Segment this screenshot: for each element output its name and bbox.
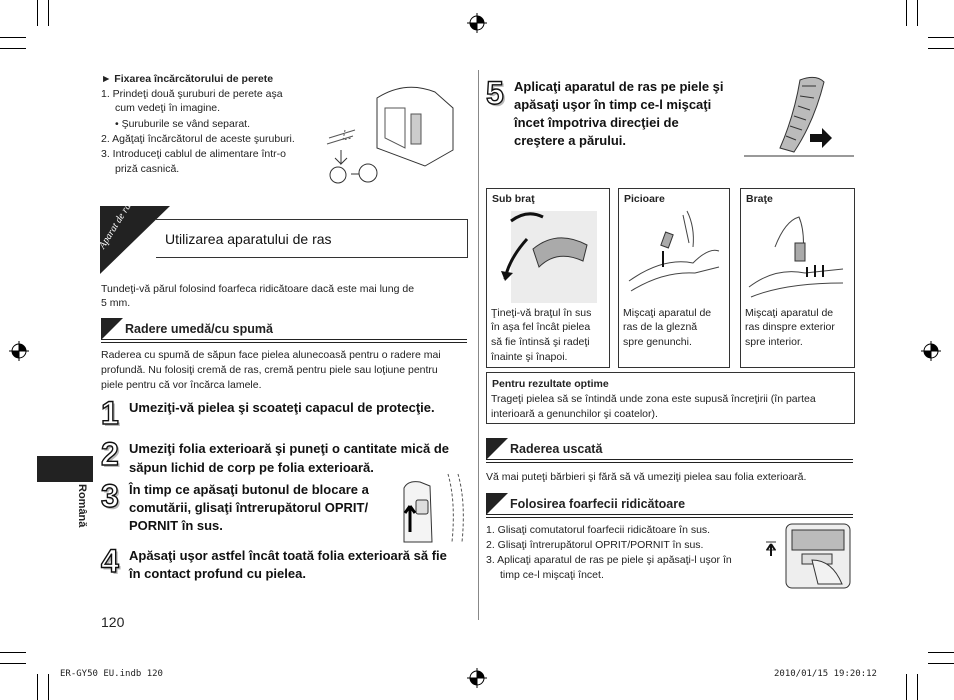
legs-illustration xyxy=(623,207,725,303)
wall-charger-illustration xyxy=(315,78,465,190)
area-text: să fie întinsă şi radeţi xyxy=(491,336,590,348)
step-text: În timp ce apăsaţi butonul de blocare a xyxy=(129,482,369,497)
footer-timestamp: 2010/01/15 19:20:12 xyxy=(774,669,877,679)
area-title: Sub braţ xyxy=(492,193,535,205)
best-results-text: Trageţi pielea să se întindă unde zona este supusă încreţirii (în partea xyxy=(491,393,816,405)
section-title: Utilizarea aparatului de ras xyxy=(165,231,332,247)
mount-line: 1. Prindeţi două şuruburi de perete aşa xyxy=(101,88,283,100)
registration-target-icon xyxy=(921,341,941,361)
area-text: în aşa fel încât pielea xyxy=(491,321,591,333)
dry-shave-title: Raderea uscată xyxy=(510,442,603,456)
step-text: Umeziţi folia exterioară şi puneţi o cantitate mică de xyxy=(129,441,450,456)
area-box-legs xyxy=(618,188,730,368)
wet-text-line: piele pentru că vor încărca lamele. xyxy=(101,379,262,391)
trimmer-illustration xyxy=(762,520,854,592)
area-text: ras de la gleznă xyxy=(623,321,698,333)
step-text: Aplicaţi aparatul de ras pe piele şi xyxy=(514,79,724,94)
area-text: înainte şi înapoi. xyxy=(491,351,568,363)
mount-line: cum vedeţi în imagine. xyxy=(115,102,221,114)
step-number: 3 xyxy=(101,478,119,514)
area-box-underarm xyxy=(486,188,610,368)
step-text: în contact profund cu pielea. xyxy=(129,566,306,581)
column-divider xyxy=(478,70,479,620)
arms-illustration xyxy=(745,207,849,303)
language-tab-marker xyxy=(37,456,93,482)
crop-mark xyxy=(906,674,907,700)
best-results-text: interioară a genunchilor şi coatelor). xyxy=(491,408,658,420)
crop-mark xyxy=(48,0,49,26)
registration-target-icon xyxy=(467,13,487,33)
area-title: Braţe xyxy=(746,193,773,205)
switch-unlock-illustration xyxy=(400,472,468,544)
area-text: Ţineţi-vă braţul în sus xyxy=(491,307,592,319)
step-number: 1 xyxy=(101,395,119,431)
wet-shave-header xyxy=(101,318,467,340)
crop-mark xyxy=(906,0,907,26)
best-results-title: Pentru rezultate optime xyxy=(492,378,609,390)
area-title: Picioare xyxy=(624,193,665,205)
step-number: 2 xyxy=(101,436,119,472)
mount-line: • Şuruburile se vând separat. xyxy=(115,118,251,130)
crop-mark xyxy=(0,48,26,49)
step-text: Umeziţi-vă pielea şi scoateţi capacul de protecţie. xyxy=(129,400,435,415)
dry-text: Vă mai puteţi bărbieri şi fără să vă umeziţi pielea sau folia exterioară. xyxy=(486,471,807,483)
crop-mark xyxy=(917,0,918,26)
dry-shave-header xyxy=(486,438,853,460)
wet-text-line: profundă. Nu folosiţi cremă de ras, cremă pentru piele sau loţiune pentru xyxy=(101,364,438,376)
step-number: 5 xyxy=(486,75,504,111)
crop-mark xyxy=(37,674,38,700)
trimmer-step: 2. Glisaţi întrerupătorul OPRIT/PORNIT în sus. xyxy=(486,539,704,551)
crop-mark xyxy=(0,663,26,664)
best-results-box xyxy=(486,372,855,424)
area-box-arms xyxy=(740,188,855,368)
crop-mark xyxy=(917,674,918,700)
trimmer-title: Folosirea foarfecii ridicătoare xyxy=(510,497,686,511)
step-text: Apăsaţi uşor astfel încât toată folia exterioară să fie xyxy=(129,548,447,563)
shaver-against-skin-illustration xyxy=(744,72,854,160)
mount-line: 3. Introduceţi cablul de alimentare într-o xyxy=(101,148,287,160)
area-text: Mişcaţi aparatul de xyxy=(745,307,834,319)
step-text: încet împotriva direcţiei de xyxy=(514,115,679,130)
language-tab-label: Română xyxy=(76,484,88,528)
registration-target-icon xyxy=(9,341,29,361)
step-text: PORNIT în sus. xyxy=(129,518,223,533)
area-text: spre interior. xyxy=(745,336,803,348)
crop-mark xyxy=(928,652,954,653)
mount-line: 2. Agăţaţi încărcătorul de aceste şuruburi. xyxy=(101,133,295,145)
footer-file: ER-GY50 EU.indb 120 xyxy=(60,669,163,679)
step-text: săpun lichid de corp pe folia exterioară. xyxy=(129,460,374,475)
area-text: spre genunchi. xyxy=(623,336,692,348)
step-text: creştere a părului. xyxy=(514,133,626,148)
mount-line: priză casnică. xyxy=(115,163,180,175)
area-text: Mişcaţi aparatul de xyxy=(623,307,712,319)
crop-mark xyxy=(0,652,26,653)
underarm-illustration xyxy=(497,209,599,305)
crop-mark xyxy=(37,0,38,26)
mount-heading: ► Fixarea încărcătorului de perete xyxy=(101,73,274,85)
crop-mark xyxy=(48,674,49,700)
intro-line: 5 mm. xyxy=(101,297,131,309)
step-number: 4 xyxy=(101,543,119,579)
trimmer-header xyxy=(486,493,853,515)
crop-mark xyxy=(0,37,26,38)
crop-mark xyxy=(928,663,954,664)
crop-mark xyxy=(928,48,954,49)
intro-line: Tundeţi-vă părul folosind foarfeca ridicătoare dacă este mai lung de xyxy=(101,283,415,295)
trimmer-step: 1. Glisaţi comutatorul foarfecii ridicătoare în sus. xyxy=(486,524,711,536)
step-text: comutării, glisaţi întrerupătorul OPRIT/ xyxy=(129,500,369,515)
wet-text-line: Raderea cu spumă de săpun face pielea alunecoasă pentru o radere mai xyxy=(101,349,441,361)
registration-target-icon xyxy=(467,668,487,688)
area-text: ras dinspre exterior xyxy=(745,321,835,333)
crop-mark xyxy=(928,37,954,38)
trimmer-step: 3. Aplicaţi aparatul de ras pe piele şi apăsaţi-l uşor în xyxy=(486,554,732,566)
step-text: apăsaţi uşor în timp ce-l mişcaţi xyxy=(514,97,712,112)
section-tab-label: Aparat de ras xyxy=(97,198,136,251)
wet-shave-title: Radere umedă/cu spumă xyxy=(125,322,273,336)
page-number: 120 xyxy=(101,614,125,630)
trimmer-step: timp ce-l mişcaţi încet. xyxy=(500,569,604,581)
